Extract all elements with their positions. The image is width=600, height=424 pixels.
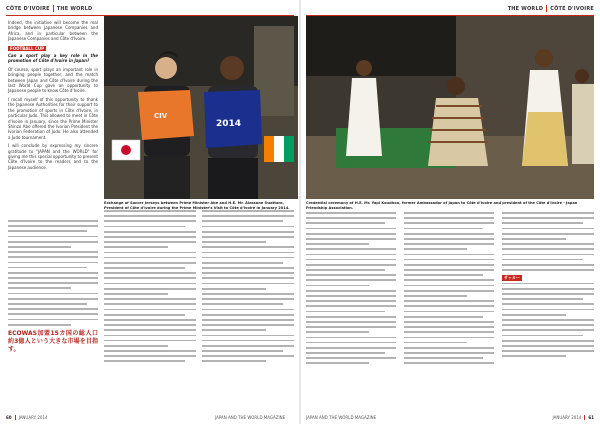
- right-japanese-column-2: [404, 212, 494, 410]
- right-japanese-column-1: [306, 212, 396, 410]
- left-photo-caption: Exchange of Soccer Jerseys between Prime Minister Abe and H.E. Mr. Alassane Ouattara, President of Côte d'Ivoire during the Prime Minister's Visit to Côte d'Ivoire in January 2014.: [104, 201, 290, 210]
- body-text-lines: [8, 220, 98, 326]
- svg-text:2014: 2014: [216, 119, 242, 129]
- left-japanese-column-2: [104, 210, 196, 410]
- left-page-number: 60: [6, 415, 12, 420]
- jersey-exchange-illustration: [104, 16, 298, 199]
- left-japanese-column-1: [8, 220, 98, 410]
- left-footer-magazine: [215, 415, 285, 420]
- right-running-head-section: CÔTE D'IVOIRE: [550, 5, 594, 12]
- body-text-lines: [202, 210, 294, 362]
- body-text-lines: [306, 212, 396, 364]
- ceremony-illustration: [306, 16, 594, 199]
- football-subhead: FOOTBALL CUP: [10, 45, 45, 51]
- body-text-lines: [104, 210, 196, 362]
- answer-paragraph-2: I recall myself of this opportunity to thank the Japanese Authorities for their support to the promotion of sports in Côte d'Ivoire, in particular Judo. This allowed to meet in Côte d'Ivoire in January, since the Prime Minister Shinzo Abe offered the Ivorian President the Ivorian Federation of Judo. He also attended a Judo tournament.: [8, 96, 98, 140]
- left-footer-issue: JANUARY 2014: [18, 415, 48, 420]
- right-japanese-column-3: [502, 212, 594, 410]
- answer-paragraph-1: Of course, sport plays an important role in bringing people together, and the match between Japan and Côte d'Ivoire during the last World Cup gave an opportunity to Japanese people to know Côte d'Ivoire.: [8, 66, 98, 94]
- footer-divider: [584, 415, 585, 420]
- intro-paragraph: Indeed, the initiative will become the real bridge between Japanese Companies and Africa, and in particular between the Japanese Companies and Côte d'Ivoire.: [8, 20, 98, 42]
- body-text-lines: [404, 212, 494, 364]
- pull-quote: ECOWAS加盟15カ国の総人口約3億人という大きな市場を目指す。: [8, 329, 98, 353]
- right-page-number: 61: [588, 415, 594, 420]
- page-fold: [299, 0, 301, 424]
- answer-paragraph-3: I will conclude by expressing my sincere gratitude to "JAPAN and the WORLD" for giving me this special opportunity to present Côte d'Ivoire to the readers and to the Japanese audience.: [8, 143, 98, 170]
- left-running-head-section: CÔTE D'IVOIRE: [6, 5, 50, 12]
- left-japanese-column-3: [202, 210, 294, 410]
- right-photo-caption: Credential ceremony of H.E. Mr. Yapi Koudhon, former Ambassador of Japan to Côte d'Ivoire and president of the Côte d'Ivoire - Japan Friendship Association.: [306, 201, 578, 210]
- left-running-head-tag: THE WORLD: [56, 5, 93, 12]
- right-running-head-tag: THE WORLD: [507, 5, 544, 12]
- jersey-exchange-photo: [104, 16, 298, 199]
- running-head-divider: [546, 5, 547, 12]
- left-running-head: [6, 4, 92, 13]
- right-footer: [553, 415, 595, 420]
- footer-divider: [15, 415, 16, 420]
- right-footer-magazine: [306, 415, 376, 420]
- svg-text:CIV: CIV: [154, 112, 168, 120]
- left-footer: [6, 415, 48, 420]
- right-footer-issue: JANUARY 2014: [552, 415, 582, 420]
- interview-question: Can a sport play a key role in the promotion of Côte d'Ivoire in Japan?: [8, 53, 98, 64]
- body-text-lines: [502, 212, 594, 271]
- ceremony-photo: [306, 16, 594, 199]
- right-running-head: [508, 4, 594, 13]
- left-footer-magazine-name: JAPAN AND THE WORLD MAGAZINE: [215, 415, 286, 420]
- soccer-subhead: サッカー: [504, 275, 520, 281]
- right-footer-magazine-name: JAPAN AND THE WORLD MAGAZINE: [306, 415, 377, 420]
- left-english-column: [8, 20, 98, 196]
- body-text-lines: [502, 283, 594, 357]
- running-head-divider: [53, 5, 54, 12]
